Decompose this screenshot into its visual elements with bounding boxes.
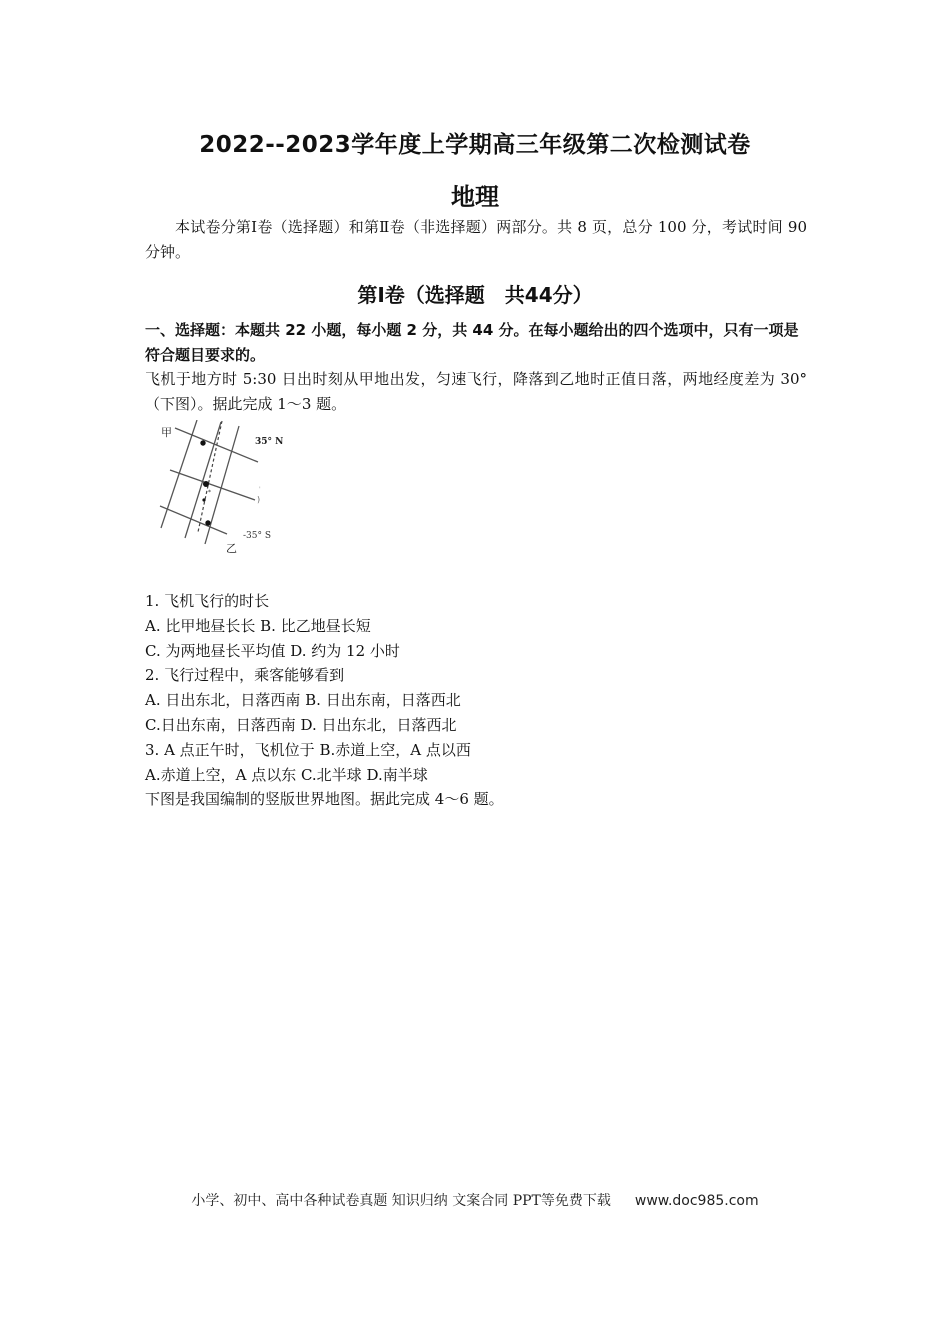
question-3-stem: 3. A 点正午时，飞机位于 B.赤道上空，A 点以西: [145, 740, 471, 759]
small-mark-3: ': [259, 486, 261, 493]
point-jia: [200, 440, 205, 445]
subject-title: 地理: [451, 183, 499, 211]
footer-site-link[interactable]: www.doc985.com: [634, 1193, 759, 1209]
label-yi: 乙: [226, 542, 237, 555]
label-35n: 35° N: [255, 437, 284, 447]
label-jia: 甲: [161, 426, 172, 439]
section-title: 第Ⅰ卷（选择题 共44分）: [357, 283, 593, 307]
point-b: [202, 498, 205, 501]
question-2-options-ab: A. 日出东北，日落西南 B. 日出东南，日落西北: [145, 691, 461, 710]
question-1-options-ab: A. 比甲地昼长长 B. 比乙地昼长短: [145, 616, 371, 635]
next-passage: 下图是我国编制的竖版世界地图。据此完成 4～6 题。: [145, 790, 504, 809]
question-passage: 飞机于地方时 5:30 日出时刻从甲地出发，匀速飞行，降落到乙地时正值日落，两地经度差为 30°（下图）。据此完成 1～3 题。: [145, 370, 807, 413]
point-a: [203, 481, 209, 487]
instructions: 一、选择题：本题共 22 小题，每小题 2 分，共 44 分。在每小题给出的四个选项中，只有一项是符合题目要求的。: [145, 321, 799, 364]
intro-paragraph: 本试卷分第Ⅰ卷（选择题）和第Ⅱ卷（非选择题）两部分。共 8 页，总分 100 分，考试时间 90 分钟。: [145, 218, 807, 261]
label-35s: -35° S: [243, 531, 272, 541]
exam-title: 2022--2023学年度上学期高三年级第二次检测试卷: [199, 132, 751, 158]
question-2-options-cd: C.日出东南，日落西南 D. 日出东北，日落西北: [145, 715, 457, 734]
small-mark-2: ): [257, 495, 261, 504]
page-footer: [0, 1190, 950, 1210]
small-mark-1: *: [208, 489, 211, 496]
question-3-options: A.赤道上空，A 点以东 C.北半球 D.南半球: [145, 765, 428, 784]
footer-text: 小学、初中、高中各种试卷真题 知识归纳 文案合同 PPT等免费下载: [191, 1193, 611, 1209]
question-lines: [145, 589, 807, 812]
question-2-stem: 2. 飞行过程中，乘客能够看到: [145, 666, 345, 685]
question-1-stem: 1. 飞机飞行的时长: [145, 592, 270, 610]
question-1-options-cd: C. 为两地昼长平均值 D. 约为 12 小时: [145, 641, 400, 660]
point-yi: [205, 520, 210, 525]
flight-route-figure: [155, 420, 295, 560]
